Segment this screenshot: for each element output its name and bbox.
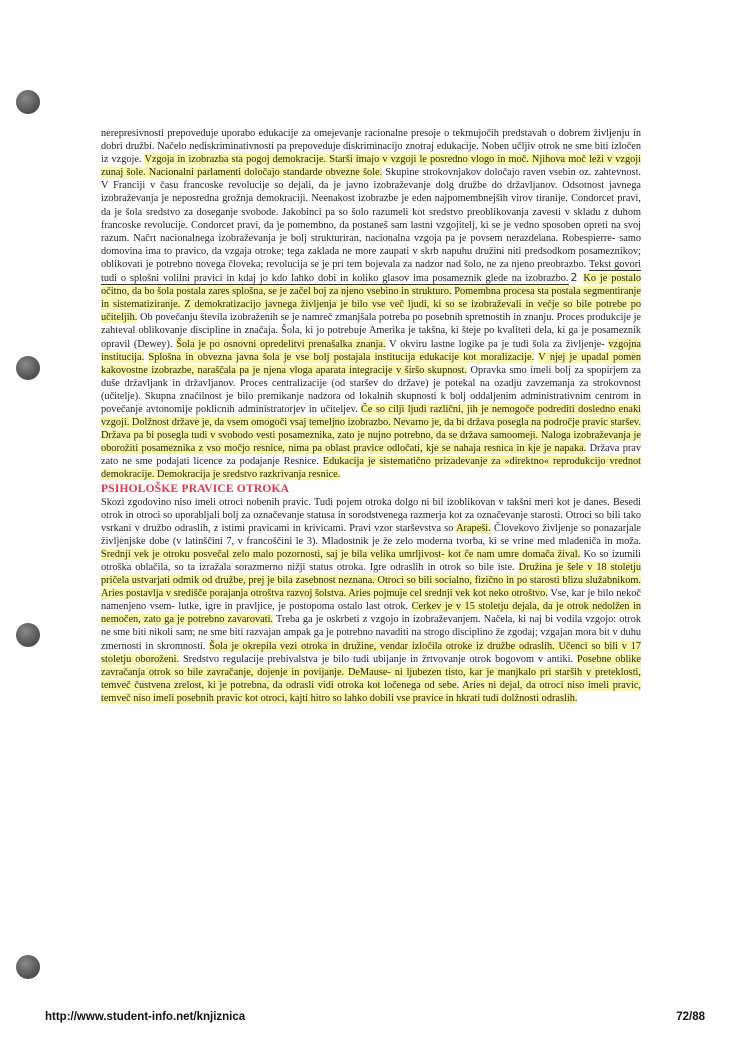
punch-hole-icon [16,356,40,380]
highlighted-text: Aries postavlja v središče porajanja otroštva razvoj šolstva. Aries pojmuje cel srednji vek kot neko otroštvo. [101,588,548,600]
page-number: 72/88 [676,1011,705,1023]
text-run: Treba ga je oskrbeti z vzgojo in izobraževanjem. Načela, ki naj bi vodila vzgojo: otrok ne sme biti nikoli sam; ne sme biti razvajan ampak ga je potrebno navaditi na strogo disciplino že zgodaj; vzgajan mora bit v duhu zmernosti in skromnosti. [101,614,641,652]
underlined-text: Tekst govori tudi o splošni volilni pravici in kdaj jo kdo lahko dobi in koliko glasov ima posameznik glede na izobrazbo. [101,258,641,285]
highlighted-text: Vzgoja in izobrazba sta pogoj demokracije. Starši imajo v vzgoji le posredno vlogo in moč. Njihova moč leži v vzgoji zunaj šole. Nacionalni parlamenti določajo standarde obvezne šole. [101,154,641,179]
text-run: Človekovo življenje so ponazarjale življenjske dobe (v latinščini 7, v francoščini le 3). Mladostnik je že zelo moderna tvorba, ki se vrine med mladeniča in moža. [101,522,641,547]
handwritten-mark: 2 [570,271,578,285]
highlighted-text: Splošna in obvezna javna šola je vse bolj postajala institucija edukacije kot moralizacije. [148,351,535,363]
highlighted-text: Edukacija je sistematično prizadevanje za »direktno« reprodukcijo vrednot demokracije. Demokracija je sredstvo razkrivanja resnice. [101,456,641,481]
highlighted-text: Šola je po osnovni opredelitvi prenašalka znanja. [176,338,386,350]
page-body [101,127,641,705]
highlighted-text: Arapeši. [456,522,491,534]
highlighted-text: Posebne oblike zavračanja otrok so bile zavračanje, dojenje in povijanje. DeMause- ni ljubezen tisto, kar je manjkalo pri starših v preteklosti, temveč čustvena zrelost, ki je potrebna, da odrasli vidi otroka kot ločenega od sebe. [101,653,641,691]
highlighted-text: Pomembna procesa sta postala segmentiranje in sistematiziranje. Z demokratizacijo javnega življenja je bilo vse več ljudi, ki so se izobraževali in večje so bile potrebe po učiteljih. [101,286,641,324]
highlighted-text: Šola je okrepila vezi otroka in družine, vendar izločila otroke iz družbe odraslih. Učenci so bili v 17 stoletju oboroženi. [101,640,642,665]
text-run: Država prav zato ne sme podajati licence za podajanje Resnice. [101,443,641,468]
highlighted-text: Aries ni dejal, da otroci niso imeli pravic, temveč niso imeli posebnih pravic kot otroci, kajti hitro so lahko dobili vse pravice in hkrati tudi dolžnosti odraslih. [101,679,641,704]
highlighted-text: V njej je upadal pomen kakovostne izobrazbe, naraščala pa je njena vloga aparata integracije v širšo skupnost. [101,351,642,376]
text-run: V okviru lastne logike pa je tudi šola za življenje- [389,338,605,350]
text-run: Skozi zgodovino niso imeli otroci nobenih pravic. Tudi pojem otroka dolgo ni bil izoblikovan v takšni meri kot je danes. Besedi otrok in otroci so uporabljali bolj za označevanje statusa in sorodstvenega razmerja kot za označevanje starosti. Otroci so bili tako vsrkani v družbo odraslih, z istimi pravicami in krivicami. Pravi vzor starševstva so [101,496,641,534]
text-run: nerepresivnosti prepoveduje uporabo edukacije za omejevanje racionalne presoje o tekmujočih predstavah o dobrem življenju in dobri družbi. Načelo nediskriminativnosti pa prepoveduje diskriminacijo znotraj edukacije. [101,128,641,153]
punch-hole-icon [16,623,40,647]
highlighted-text: Družina je šele v 18 stoletju pričela ustvarjati odmik od družbe, prej je bila zasebnost neznana. Otroci so bili socialno, fizično in po starosti blizu služabnikom. [101,562,641,587]
highlighted-text: Cerkev je v 15 stoletju dejala, da je otrok nedolžen in nemočen, zato ga je potrebno zavarovati. [101,601,642,626]
highlighted-text: Če so cilji ljudi različni, jih je nemogoče podrediti dosledno enaki vzgoji. Dolžnost države je, da vsem omogoči vsaj temeljno izobrazbo. Nevarno je, da bi država posegla na področje pravic staršev. Država pa bi posegla tudi v svobodo vesti posameznika, zato je nujno potrebno, da se država samoomeji. Naloga izobraževanja je oborožiti posameznika z vso močjo resnice, nima pa oblast pravice odločati, kje se nahaja resnica in kje je napaka. [101,403,641,455]
text-run: Vse, kar je bilo nekoč namenjeno vsem- lutke, igre in pravljice, je postopoma ostalo last otrok. [101,588,641,613]
text-run: Skupine strokovnjakov določajo raven vsebin oz. zahtevnost. V Franciji v času francoske revolucije so dejali, da je javno izobraževanje dolg družbe do državljanov. Odsotnost javnega izobraževanja je neposredna grožnja demokraciji. Neenakost izobrazbe je eden najpomembnejših virov tiranije. Condorcet pravi, da je šola sredstvo za doseganje svobode. Jakobinci pa so šolo razumeli kot sredstvo preoblikovanja zavesti v skladu z duhom francoske revolucije. Condorcet pravi, da je pomembno, da postaneš sam lastni vzgojitelj, ki se je vedno sposoben opreti na svoj razum. Načrt nacionalnega izobraževanja je bolj strukturiran, nacionalna vzgoja pa je povsem nerazdelana. Robespierre- samo domovina ima to pravico, da vzgaja otroke; tega zaklada ne more zaupati v skrb napuhu družini niti predsodkom posameznikov; oblikovati je potrebno novega človeka; revolucija se je pri tem bojevala za nadzor nad šolo, ne za njeno preobrazbo. [101,167,642,270]
footer-url: http://www.student-info.net/knjiznica [45,1011,246,1023]
highlighted-text: Ko je postalo očitno, da bo šola postala zares splošna, se je začel boj za njeno vsebino in strukturo. [101,273,641,298]
text-run: Ob povečanju števila izobraženih se je namreč zmanjšala potreba po posebnih spretnostih in znanju. Proces produkcije je zahteval oblikovanje discipline in značaja. Šola, ki jo potrebuje Amerika je takšna, ki šteje po kvaliteti dela, ki ga je posameznik opravil (Dewey). [101,312,641,350]
text-run: Noben učljiv otrok ne sme biti izločen iz vzgoje. [101,141,642,166]
punch-hole-icon [16,955,40,979]
text-run: Opravka smo imeli bolj za spopirjem za duše državljank in državljanov. Proces centralizacije (od staršev do države) je potekal na ozadju zavzemanja za strokovnost (učitelje). Skupna značilnost je bilo premikanje nadzora od lokalnih skupnosti k bolj oddaljenim administrativnim centrom in povečanje avtonomije poklicnih administratorjev in učiteljev. [101,364,641,415]
paragraph-education [101,127,641,482]
text-run: Ko so izumili otroška oblačila, so ta izražala sorazmerno nižji status otroka. Igre odraslih in otrok so bile iste. [101,548,641,573]
highlighted-text: Srednji vek je otroku posvečal zelo malo pozornosti, saj je bila velika umrljivost- kot če nam umre domača žival. [101,548,581,560]
section-heading: PSIHOLOŠKE PRAVICE OTROKA [101,482,290,495]
highlighted-text: vzgojna institucija. [101,338,641,363]
text-run: Sredstvo regulacije prebivalstva je bilo tudi ubijanje in žrtvovanje otrok bogovom v antiki. [182,653,574,665]
paragraph-child-rights [101,496,641,706]
punch-hole-icon [16,90,40,114]
